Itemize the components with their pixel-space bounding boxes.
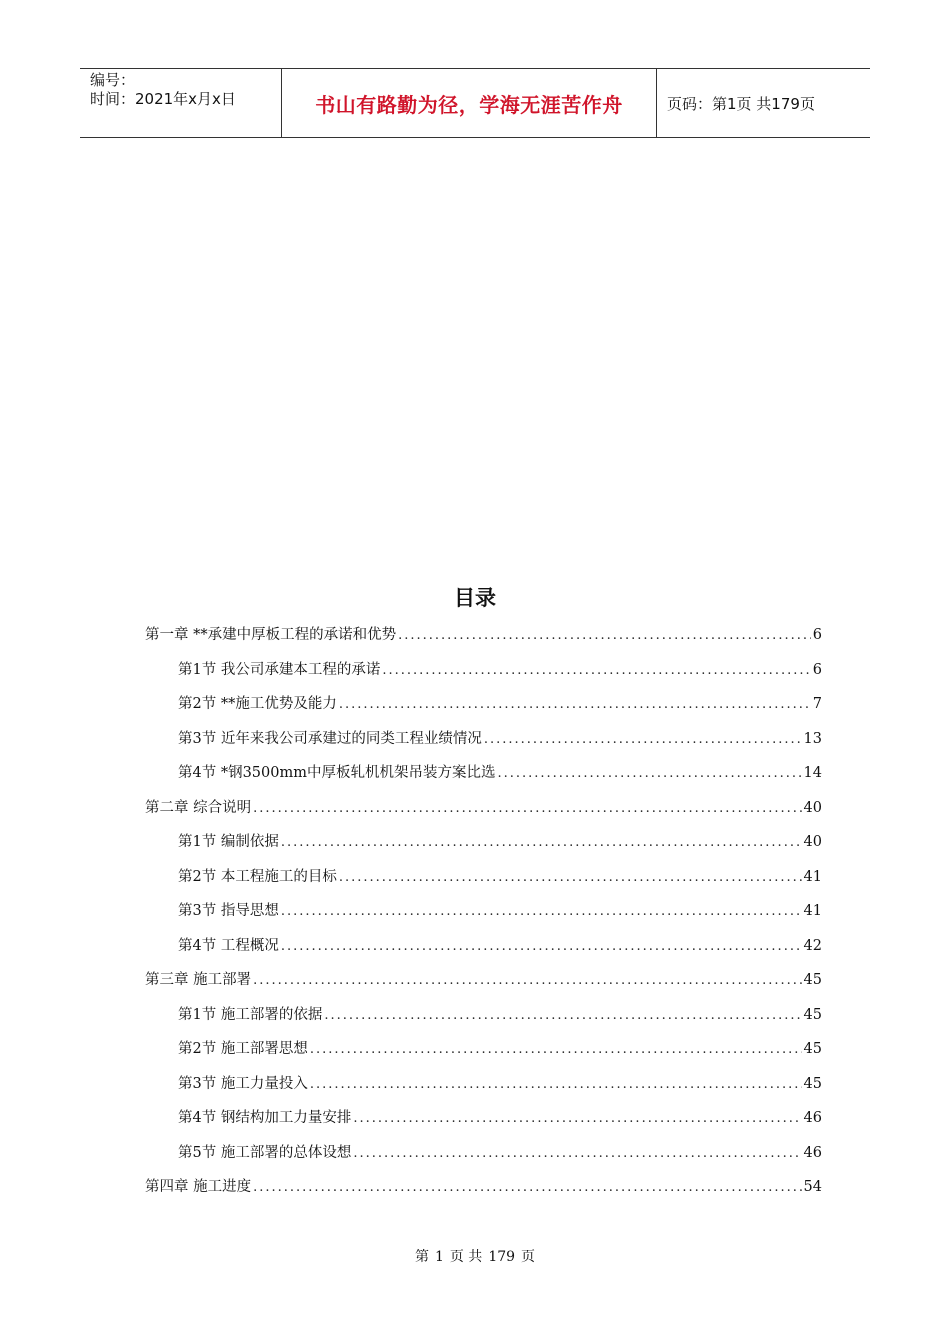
toc-section-entry[interactable] — [145, 825, 822, 860]
toc-leader-dots — [310, 1033, 802, 1068]
toc-section-entry[interactable] — [145, 1101, 822, 1136]
toc-entry-text: 第1节 施工部署的依据 — [178, 1006, 323, 1023]
toc-entry-text: 第2节 **施工优势及能力 — [178, 696, 337, 712]
toc-title: 目录 — [454, 586, 496, 610]
toc-section-entry[interactable] — [145, 1067, 822, 1102]
toc-entry-page: 14 — [803, 765, 822, 781]
toc-leader-dots — [253, 964, 801, 999]
table-of-contents — [145, 618, 822, 1205]
toc-leader-dots — [281, 930, 802, 965]
toc-leader-dots — [281, 826, 802, 861]
toc-entry-page: 45 — [803, 1041, 822, 1057]
toc-entry-text: 第三章 施工部署 — [145, 972, 252, 988]
toc-section-entry[interactable] — [145, 653, 822, 688]
toc-leader-dots — [484, 723, 802, 758]
toc-entry-page: 41 — [803, 903, 822, 919]
toc-entry-page: 54 — [803, 1179, 822, 1195]
toc-chapter-entry[interactable] — [145, 1170, 822, 1205]
toc-section-entry[interactable] — [145, 1032, 822, 1067]
toc-chapter-entry[interactable] — [145, 791, 822, 826]
toc-entry-page: 7 — [812, 696, 822, 712]
toc-leader-dots — [339, 861, 802, 896]
toc-entry-text: 第2节 施工部署思想 — [178, 1041, 308, 1057]
toc-entry-page: 6 — [812, 627, 822, 643]
header-page-info: 页码：第1页 共179页 — [667, 94, 815, 113]
toc-entry-page: 40 — [803, 799, 822, 816]
toc-entry-page: 40 — [803, 834, 822, 850]
toc-section-entry[interactable] — [145, 894, 822, 929]
footer-prefix: 第 — [414, 1249, 429, 1265]
toc-entry-text: 第5节 施工部署的总体设想 — [178, 1144, 352, 1161]
toc-leader-dots — [398, 619, 811, 654]
toc-section-entry[interactable] — [145, 722, 822, 757]
footer-suffix: 页 — [521, 1249, 536, 1265]
footer-mid: 页 共 — [449, 1249, 483, 1265]
toc-entry-page: 45 — [803, 1006, 822, 1023]
toc-leader-dots — [339, 688, 811, 723]
page-header — [80, 68, 870, 138]
toc-entry-page: 13 — [803, 730, 822, 747]
toc-leader-dots — [382, 654, 810, 689]
header-motto-cell — [281, 69, 657, 137]
toc-entry-text: 第一章 **承建中厚板工程的承诺和优势 — [145, 627, 397, 643]
toc-leader-dots — [353, 1137, 801, 1172]
toc-entry-text: 第4节 工程概况 — [178, 937, 279, 954]
toc-entry-page: 6 — [812, 661, 822, 678]
toc-entry-page: 42 — [803, 937, 822, 954]
page-footer — [0, 1246, 950, 1266]
time-label: 时间：2021年x月x日 — [90, 90, 236, 108]
toc-section-entry[interactable] — [145, 756, 822, 791]
toc-entry-page: 46 — [803, 1144, 822, 1161]
motto: 书山有路勤为径，学海无涯苦作舟 — [315, 92, 623, 117]
serial-label: 编号： — [90, 71, 136, 89]
toc-leader-dots — [310, 1068, 802, 1103]
toc-entry-text: 第二章 综合说明 — [145, 799, 252, 816]
footer-current-page: 1 — [434, 1249, 444, 1265]
toc-entry-page: 46 — [803, 1110, 822, 1126]
toc-section-entry[interactable] — [145, 998, 822, 1033]
footer-total-pages: 179 — [488, 1249, 516, 1265]
toc-entry-text: 第2节 本工程施工的目标 — [178, 868, 337, 885]
toc-entry-text: 第4节 *钢3500mm中厚板轧机机架吊装方案比选 — [178, 765, 496, 781]
toc-leader-dots — [353, 1102, 801, 1137]
toc-section-entry[interactable] — [145, 929, 822, 964]
toc-chapter-entry[interactable] — [145, 618, 822, 653]
toc-section-entry[interactable] — [145, 1136, 822, 1171]
toc-section-entry[interactable] — [145, 687, 822, 722]
toc-leader-dots — [253, 792, 801, 827]
toc-leader-dots — [497, 757, 801, 792]
toc-entry-text: 第四章 施工进度 — [145, 1179, 252, 1195]
toc-leader-dots — [281, 895, 802, 930]
toc-leader-dots — [253, 1171, 801, 1206]
header-meta — [80, 69, 281, 137]
toc-entry-text: 第1节 我公司承建本工程的承诺 — [178, 661, 381, 678]
toc-chapter-entry[interactable] — [145, 963, 822, 998]
toc-leader-dots — [324, 999, 801, 1034]
toc-entry-page: 41 — [803, 868, 822, 885]
toc-entry-page: 45 — [803, 1075, 822, 1092]
toc-entry-text: 第3节 指导思想 — [178, 903, 279, 919]
toc-entry-text: 第3节 施工力量投入 — [178, 1075, 308, 1092]
toc-entry-text: 第4节 钢结构加工力量安排 — [178, 1110, 352, 1126]
toc-entry-text: 第1节 编制依据 — [178, 834, 279, 850]
toc-entry-page: 45 — [803, 972, 822, 988]
toc-section-entry[interactable] — [145, 860, 822, 895]
toc-entry-text: 第3节 近年来我公司承建过的同类工程业绩情况 — [178, 730, 482, 747]
